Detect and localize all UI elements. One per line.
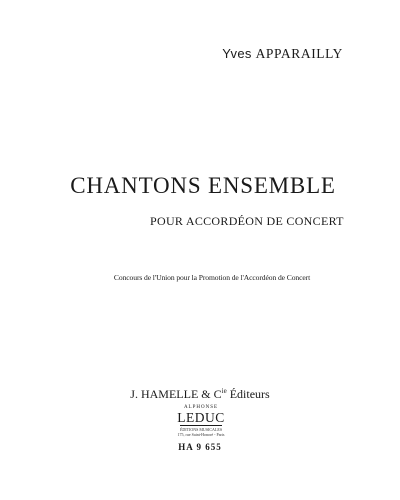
composer-family-name: APPARAILLY bbox=[255, 46, 343, 61]
work-title: CHANTONS ENSEMBLE bbox=[70, 173, 336, 198]
work-subtitle: POUR ACCORDÉON DE CONCERT bbox=[150, 214, 344, 228]
logo-divider bbox=[180, 425, 222, 426]
publisher-sup: ie bbox=[221, 387, 227, 395]
logo-line-2: 175, rue Saint-Honoré - Paris bbox=[177, 432, 225, 437]
dedication-line: Concours de l'Union pour la Promotion de l'Accordéon de Concert bbox=[113, 273, 311, 282]
logo-top-text: ALPHONSE bbox=[183, 405, 219, 410]
publisher-name-text: J. HAMELLE & C bbox=[130, 387, 222, 401]
composer-given-name: Yves bbox=[222, 46, 252, 61]
composer-name bbox=[222, 46, 343, 62]
publisher-suffix: Éditeurs bbox=[226, 387, 270, 401]
publisher-logo bbox=[176, 405, 226, 437]
publisher-name bbox=[0, 387, 400, 402]
logo-line-1: ÉDITIONS MUSICALES bbox=[179, 427, 223, 432]
logo-brand: LEDUC bbox=[177, 410, 225, 425]
catalog-number: HA 9 655 bbox=[178, 442, 222, 452]
